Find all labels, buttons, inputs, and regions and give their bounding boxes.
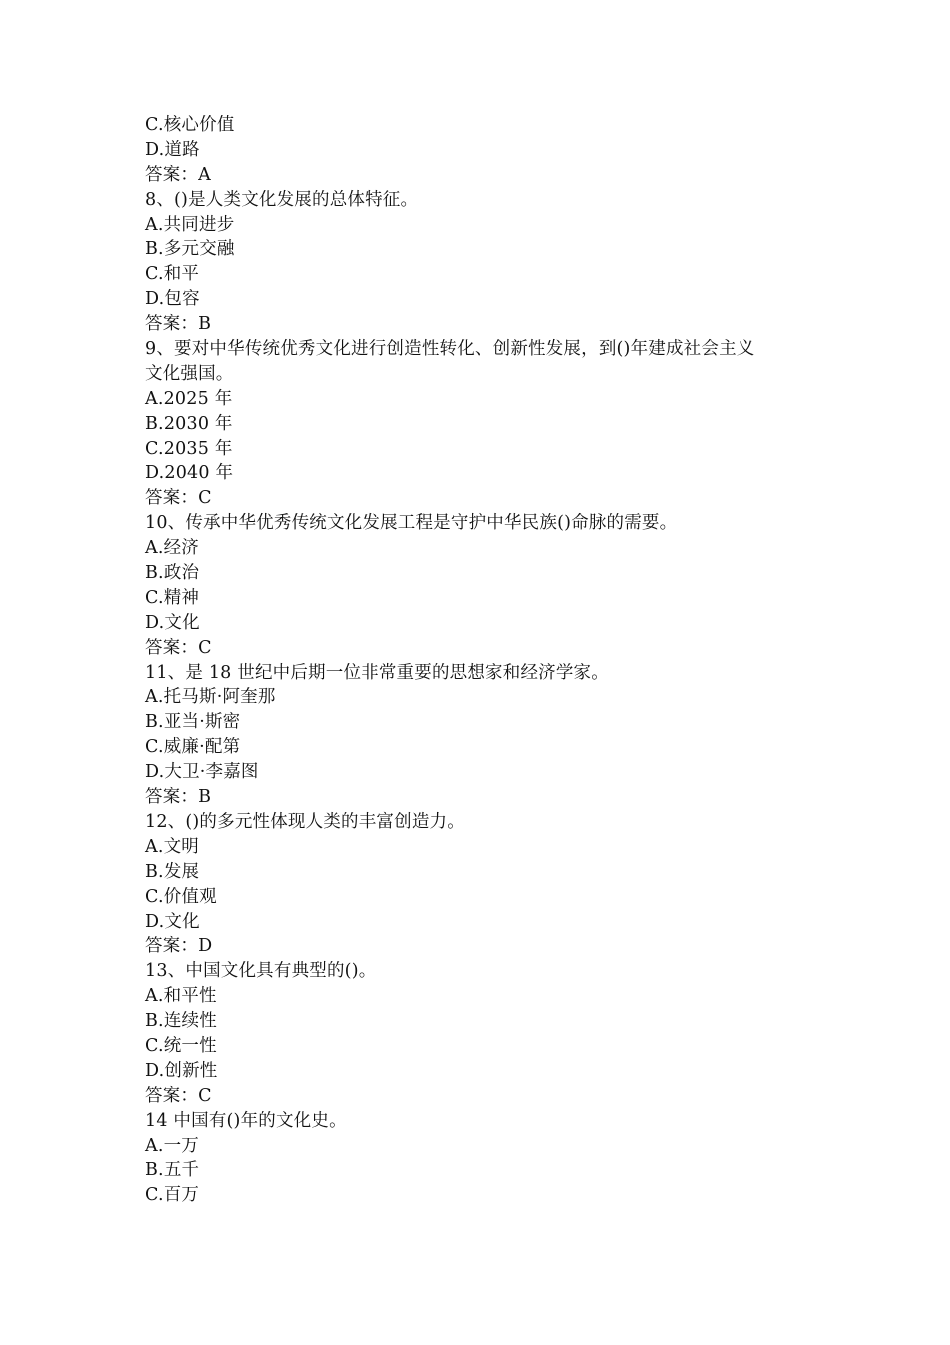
question-line: 13、中国文化具有典型的()。 [145,961,377,982]
option-line: B.多元交融 [145,239,235,260]
option-line: C.2035 年 [145,438,233,459]
option-line: C.价值观 [145,886,217,907]
option-line: A.共同进步 [145,214,235,235]
option-line: C.和平 [145,264,200,285]
question-line: 9、要对中华传统优秀文化进行创造性转化、创新性发展，到()年建成社会主义 [145,339,755,360]
option-line: C.威廉·配第 [145,737,241,758]
option-line: B.亚当·斯密 [145,712,241,733]
question-line: 11、是 18 世纪中后期一位非常重要的思想家和经济学家。 [145,662,609,683]
question-line: 12、()的多元性体现人类的丰富创造力。 [145,811,465,832]
option-line: D.包容 [145,289,200,310]
option-line: A.托马斯·阿奎那 [145,687,276,708]
option-line: D.2040 年 [145,463,234,484]
answer-line: 答案：D [145,936,213,957]
option-line: C.精神 [145,587,200,608]
option-line: A.文明 [145,836,200,857]
option-line: A.2025 年 [145,388,233,409]
option-line: C.百万 [145,1185,200,1206]
answer-line: 答案：A [145,164,211,185]
option-line: B.政治 [145,563,200,584]
option-line: D.文化 [145,612,200,633]
question-line: 8、()是人类文化发展的总体特征。 [145,189,419,210]
option-line: C.统一性 [145,1035,217,1056]
option-line: D.文化 [145,911,200,932]
option-line: B.连续性 [145,1011,217,1032]
option-line: A.一万 [145,1135,200,1156]
option-line: A.经济 [145,538,200,559]
question-line: 10、传承中华优秀传统文化发展工程是守护中华民族()命脉的需要。 [145,513,678,534]
answer-line: 答案：C [145,637,212,658]
question-line: 14 中国有()年的文化史。 [145,1110,347,1131]
question-text-block [145,113,825,1208]
answer-line: 答案：B [145,314,212,335]
option-line: B.发展 [145,861,200,882]
text-line: C.核心价值 [145,115,235,135]
answer-line: 答案：C [145,1085,212,1106]
answer-line: 答案：B [145,787,212,808]
option-line: D.创新性 [145,1060,218,1081]
option-line: B.2030 年 [145,413,233,434]
option-line: D.大卫·李嘉图 [145,762,259,783]
option-line: A.和平性 [145,986,217,1007]
answer-line: 答案：C [145,488,212,509]
option-line: B.五千 [145,1160,200,1181]
question-line-continued: 文化强国。 [145,363,234,384]
text-line: D.道路 [145,139,200,160]
